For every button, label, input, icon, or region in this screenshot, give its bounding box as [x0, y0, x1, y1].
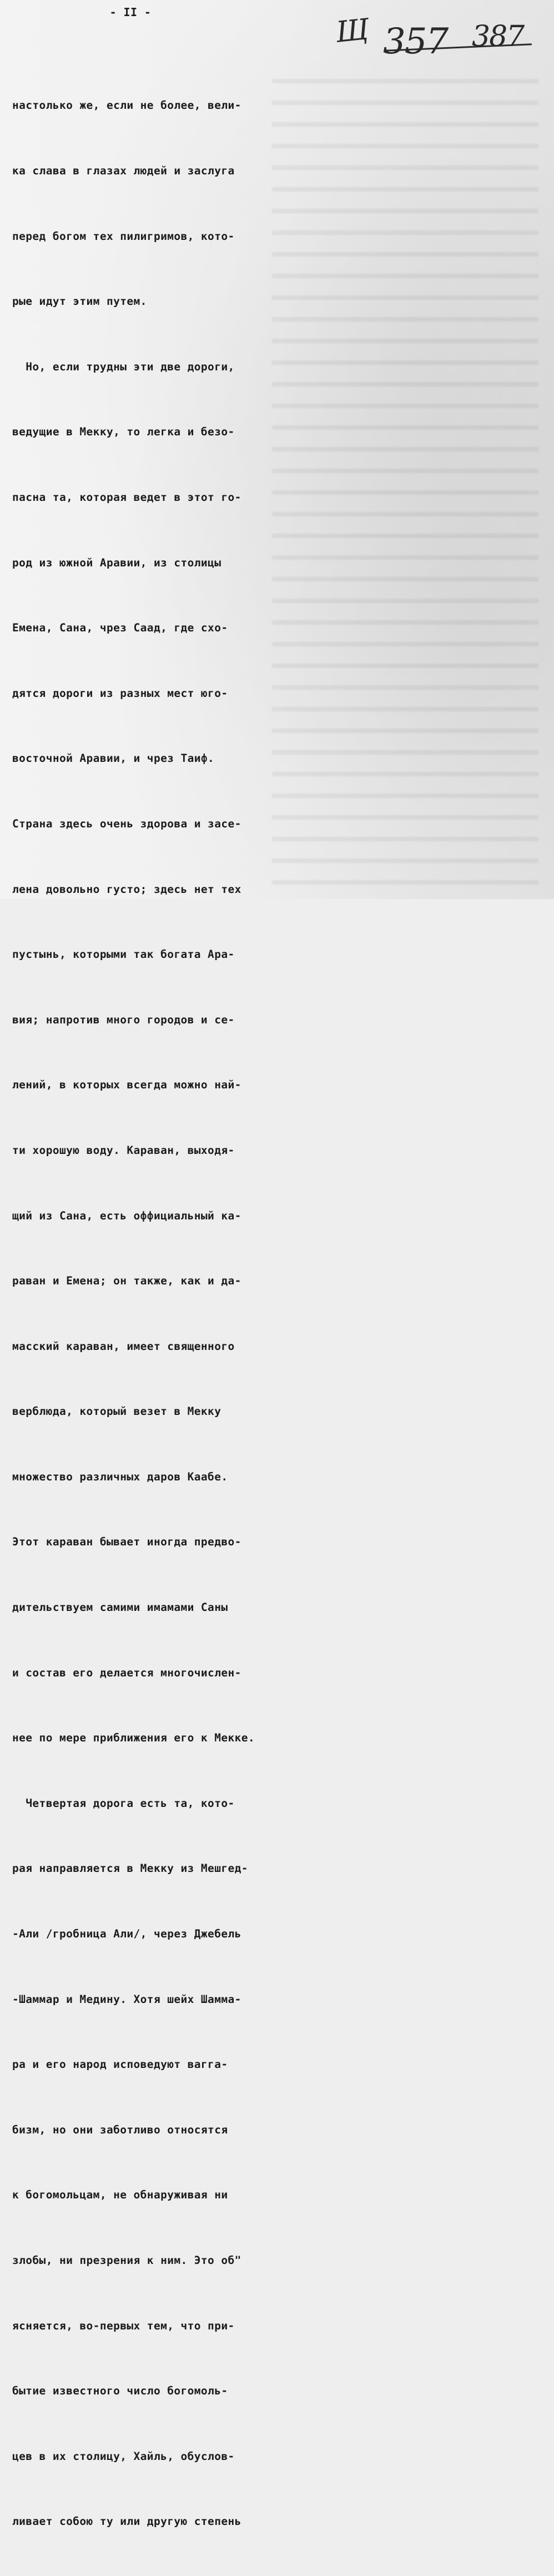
page-number: - II -	[109, 6, 152, 19]
body-text	[12, 51, 273, 2576]
text-line: и состав его делается многочислен-	[12, 1666, 241, 1679]
text-line: восточной Аравии, и чрез Таиф.	[12, 752, 215, 765]
text-line: пасна та, которая ведет в этот го-	[12, 490, 241, 504]
text-line: Четвертая дорога есть та, кото-	[12, 1796, 235, 1810]
text-line: пустынь, которыми так богата Ара-	[12, 948, 235, 961]
text-line: лена довольно густо; здесь нет тех	[12, 882, 241, 896]
text-line: рые идут этим путем.	[12, 295, 147, 308]
shelfmark-prefix: Щ	[334, 13, 371, 49]
text-line: цев в их столицу, Хайль, обуслов-	[12, 2449, 235, 2463]
text-line: Но, если трудны эти две дороги,	[12, 360, 235, 373]
text-line: лений, в которых всегда можно най-	[12, 1078, 241, 1092]
text-line: перед богом тех пилигримов, кото-	[12, 229, 235, 243]
text-line: рая направляется в Мекку из Мешгед-	[12, 1862, 248, 1875]
archive-shelfmark	[336, 14, 541, 76]
text-line: -Али /гробница Али/, через Джебель	[12, 1927, 241, 1941]
text-line: злобы, ни презрения к ним. Это об"	[12, 2254, 241, 2267]
text-line: вия; напротив много городов и се-	[12, 1013, 235, 1026]
text-line: дительствуем самими имамами Саны	[12, 1601, 228, 1614]
text-line: бизм, но они заботливо относятся	[12, 2123, 228, 2136]
text-line: Этот караван бывает иногда предво-	[12, 1535, 241, 1549]
text-line: Емена, Сана, чрез Саад, где схо-	[12, 621, 228, 635]
text-line: ти хорошую воду. Караван, выходя-	[12, 1143, 235, 1157]
text-line: Страна здесь очень здорова и засе-	[12, 817, 241, 830]
text-line: щий из Сана, есть оффициальный ка-	[12, 1209, 241, 1222]
text-line: настолько же, если не более, вели-	[12, 99, 241, 112]
text-line: масский караван, имеет священного	[12, 1339, 235, 1353]
text-line: ясняется, во-первых тем, что при-	[12, 2319, 235, 2332]
shelfmark-new-number: 387	[472, 20, 524, 53]
text-line: нее по мере приближения его к Мекке.	[12, 1731, 255, 1745]
text-line: ливает собою ту или другую степень	[12, 2515, 241, 2528]
bleed-through-text	[272, 67, 538, 888]
text-line: к богомольцам, не обнаруживая ни	[12, 2188, 228, 2202]
text-line: -Шаммар и Медину. Хотя шейх Шамма-	[12, 1992, 241, 2006]
text-line: ведущие в Мекку, то легка и безо-	[12, 425, 235, 439]
text-line: бытие известного число богомоль-	[12, 2384, 228, 2398]
text-line: множество различных даров Каабе.	[12, 1470, 228, 1483]
text-line: ка слава в глазах людей и заслуга	[12, 164, 235, 177]
text-line: ра и его народ исповедуют ваггa-	[12, 2058, 228, 2071]
text-line: раван и Емена; он также, как и да-	[12, 1274, 241, 1288]
shelfmark-old-number: 357	[383, 21, 448, 62]
text-line: дятся дороги из разных мест юго-	[12, 686, 228, 700]
text-line: верблюда, который везет в Мекку	[12, 1405, 221, 1418]
text-line: род из южной Аравии, из столицы	[12, 556, 221, 569]
